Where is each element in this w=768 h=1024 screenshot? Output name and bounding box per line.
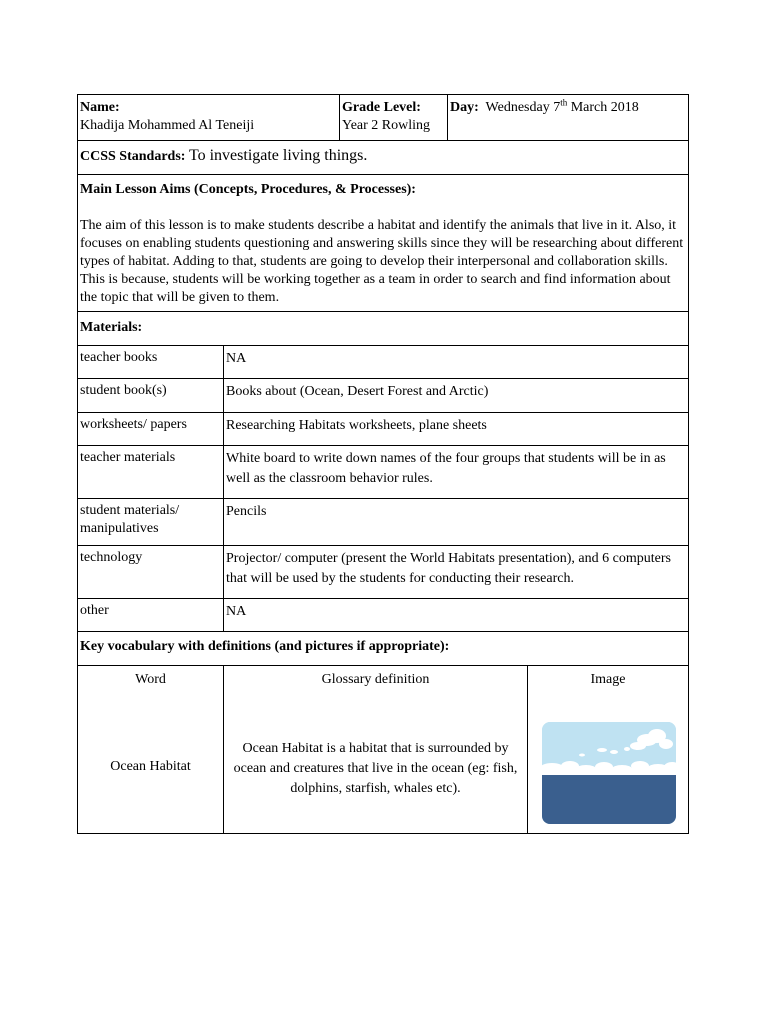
day-cell [447, 95, 688, 140]
grade-label: Grade Level: [342, 100, 421, 115]
materials-value: Books about (Ocean, Desert Forest and Arctic) [226, 384, 489, 399]
materials-row [77, 413, 689, 446]
materials-value: White board to write down names of the four groups that students will be in as well as the classroom behavior rules. [226, 451, 666, 486]
materials-label: student materials/ manipulatives [78, 499, 224, 545]
materials-row [77, 346, 689, 379]
word-column [78, 666, 224, 833]
image-column-header: Image [590, 672, 626, 687]
materials-value: NA [226, 351, 247, 366]
materials-row [77, 499, 689, 546]
image-column [528, 666, 688, 833]
ocean-icon [542, 722, 676, 824]
materials-row [77, 546, 689, 599]
materials-label: student book(s) [78, 379, 224, 412]
definition-column-header: Glossary definition [321, 672, 430, 687]
materials-heading: Materials: [77, 312, 689, 346]
day-value: Wednesday 7th March 2018 [485, 97, 639, 115]
materials-row [77, 379, 689, 413]
materials-label: technology [78, 546, 224, 598]
materials-row [77, 599, 689, 632]
materials-label: worksheets/ papers [78, 413, 224, 445]
aims-row [77, 175, 689, 312]
definition-column [224, 666, 528, 833]
materials-value: Researching Habitats worksheets, plane sheets [226, 418, 487, 433]
materials-value: Projector/ computer (present the World Habitats presentation), and 6 computers that will be used by the students for conducting their research. [226, 551, 671, 586]
vocabulary-word: Ocean Habitat [110, 759, 191, 774]
name-value: Khadija Mohammed Al Teneiji [80, 118, 255, 133]
aims-text: The aim of this lesson is to make students describe a habitat and identify the animals that live in it. Also, it focuses on enabling students questioning and answering skills since they will be researching about different types of habitat. Adding to that, students are going to develop their interpersonal and collaboration skills. This is because, students will be working together as a team in order to search and find information about the topic that will be given to them. [80, 218, 684, 305]
header-row [77, 94, 689, 141]
grade-value: Year 2 Rowling [342, 118, 431, 133]
materials-value: NA [226, 604, 247, 619]
vocabulary-table [77, 666, 689, 834]
name-cell [78, 95, 339, 140]
standards-label: CCSS Standards: [80, 149, 186, 164]
vocabulary-heading: Key vocabulary with definitions (and pictures if appropriate): [77, 632, 689, 666]
materials-label: other [78, 599, 224, 631]
materials-row [77, 446, 689, 499]
grade-cell [339, 95, 447, 140]
standards-row [77, 141, 689, 175]
day-label: Day: [450, 100, 479, 115]
vocabulary-definition: Ocean Habitat is a habitat that is surrounded by ocean and creatures that live in the ocean (eg: fish, dolphins, starfish, whales etc). [233, 741, 518, 796]
ocean-habitat-image [542, 722, 676, 824]
materials-value: Pencils [226, 504, 267, 519]
word-column-header: Word [135, 672, 166, 687]
materials-label: teacher books [78, 346, 224, 378]
name-label: Name: [80, 100, 120, 115]
aims-heading: Main Lesson Aims (Concepts, Procedures, & Processes): [80, 182, 416, 197]
lesson-plan [77, 94, 689, 834]
standards-value: To investigate living things. [188, 147, 368, 164]
materials-label: teacher materials [78, 446, 224, 498]
